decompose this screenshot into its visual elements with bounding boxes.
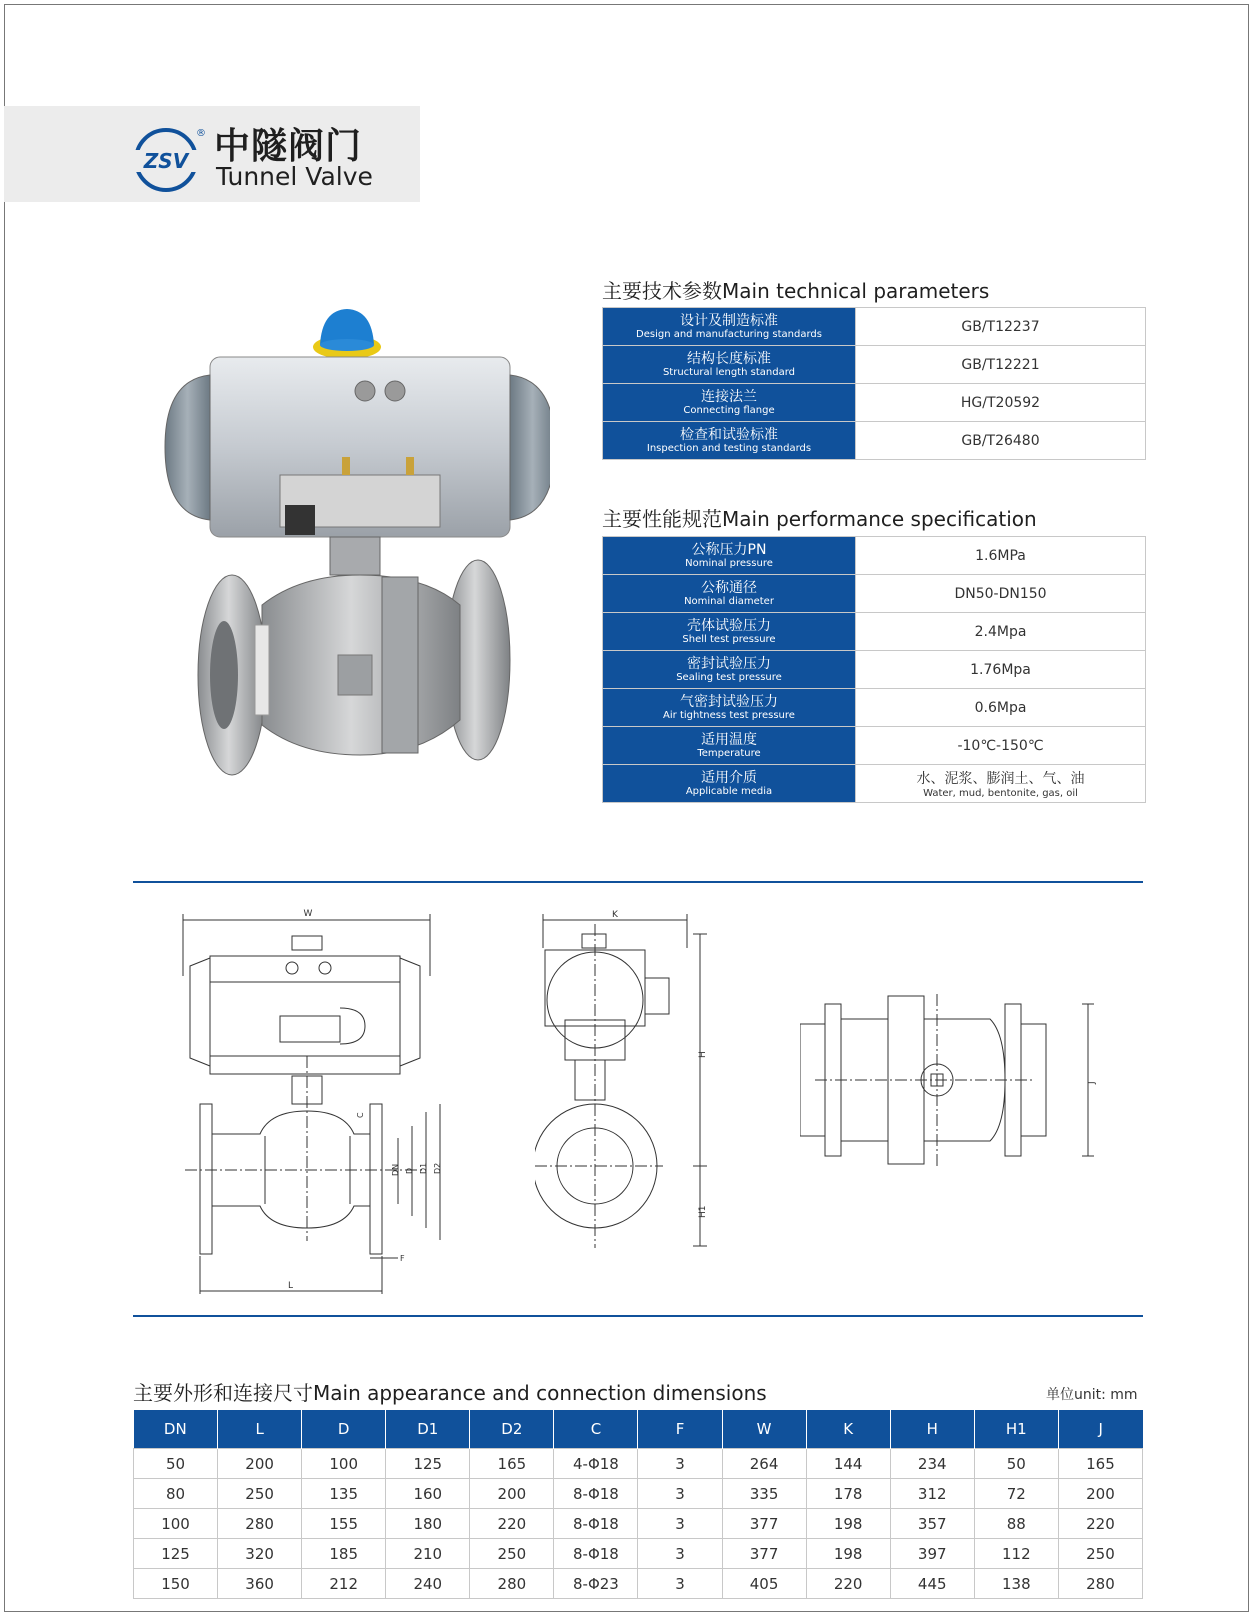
column-header: D1 (386, 1410, 470, 1449)
table-cell: 250 (1058, 1539, 1142, 1569)
spec-label-en: Air tightness test pressure (663, 709, 795, 721)
table-cell: 240 (386, 1569, 470, 1599)
column-header: K (806, 1410, 890, 1449)
spec-label (603, 384, 856, 422)
spec-value (856, 537, 1146, 575)
table-cell: 405 (722, 1569, 806, 1599)
table-cell: 220 (806, 1569, 890, 1599)
svg-text:H1: H1 (698, 1205, 708, 1218)
table-cell: 377 (722, 1539, 806, 1569)
spec-value-text: 1.76Mpa (970, 661, 1031, 678)
spec-value-en: Water, mud, bentonite, gas, oil (923, 788, 1078, 799)
spec-value-text: -10℃-150℃ (957, 737, 1044, 754)
table-cell: 160 (386, 1479, 470, 1509)
spec-label-cn: 公称压力PN (691, 541, 767, 558)
table-cell: 280 (470, 1569, 554, 1599)
table-cell: 88 (974, 1509, 1058, 1539)
svg-text:D1: D1 (419, 1162, 428, 1174)
table-cell: 125 (134, 1539, 218, 1569)
spec-row (603, 689, 1146, 727)
spec-label-en: Nominal pressure (685, 557, 773, 569)
table-row (134, 1539, 1143, 1569)
table-cell: 125 (386, 1449, 470, 1479)
column-header: H1 (974, 1410, 1058, 1449)
table-cell: 200 (1058, 1479, 1142, 1509)
svg-text:L: L (288, 1281, 294, 1291)
spec-row (603, 384, 1146, 422)
spec-label-cn: 检查和试验标准 (680, 426, 778, 443)
zsv-logo-icon (132, 122, 212, 194)
spec-label (603, 727, 856, 765)
spec-label (603, 537, 856, 575)
divider-bottom (133, 1315, 1143, 1317)
spec-row (603, 308, 1146, 346)
table-cell: 112 (974, 1539, 1058, 1569)
spec-row (603, 422, 1146, 460)
spec-value (856, 689, 1146, 727)
spec-value (856, 346, 1146, 384)
spec-label (603, 765, 856, 803)
spec-row (603, 575, 1146, 613)
table-cell: 312 (890, 1479, 974, 1509)
table-cell: 200 (218, 1449, 302, 1479)
spec-label-en: Inspection and testing standards (646, 442, 812, 454)
table-cell: 320 (218, 1539, 302, 1569)
spec-label-cn: 连接法兰 (701, 388, 757, 405)
spec-value-text: GB/T26480 (961, 432, 1040, 449)
table-cell: 3 (638, 1479, 722, 1509)
table-cell: 50 (134, 1449, 218, 1479)
table-cell: 185 (302, 1539, 386, 1569)
spec-value (856, 765, 1146, 803)
svg-text:D2: D2 (433, 1162, 442, 1174)
svg-text:®: ® (196, 128, 206, 139)
svg-text:D: D (405, 1167, 414, 1174)
spec-row (603, 765, 1146, 803)
spec-value (856, 575, 1146, 613)
table-cell: 100 (302, 1449, 386, 1479)
table-cell: 8-Φ23 (554, 1569, 638, 1599)
table-cell: 100 (134, 1509, 218, 1539)
spec-label (603, 689, 856, 727)
spec-label-en: Design and manufacturing standards (636, 328, 822, 340)
spec-value-text: GB/T12221 (961, 356, 1040, 373)
spec-value-text: GB/T12237 (961, 318, 1040, 335)
table-cell: 220 (470, 1509, 554, 1539)
table-cell: 3 (638, 1569, 722, 1599)
spec-label-cn: 适用介质 (701, 769, 757, 786)
spec-row (603, 613, 1146, 651)
table-cell: 357 (890, 1509, 974, 1539)
table-cell: 360 (218, 1569, 302, 1599)
spec-label-en: Shell test pressure (682, 633, 776, 645)
table-cell: 4-Φ18 (554, 1449, 638, 1479)
spec-label-cn: 密封试验压力 (687, 655, 771, 672)
page-frame (4, 4, 1249, 1612)
table-cell: 200 (470, 1479, 554, 1509)
column-header: D2 (470, 1410, 554, 1449)
table-cell: 3 (638, 1449, 722, 1479)
column-header: C (554, 1410, 638, 1449)
spec-value (856, 422, 1146, 460)
spec-label-cn: 气密封试验压力 (680, 693, 778, 710)
spec-value-text: 2.4Mpa (974, 623, 1027, 640)
table-cell: 8-Φ18 (554, 1479, 638, 1509)
table-cell: 155 (302, 1509, 386, 1539)
spec-row (603, 727, 1146, 765)
spec-value-text: DN50-DN150 (954, 585, 1047, 602)
table-row (134, 1449, 1143, 1479)
performance-table (602, 536, 1146, 803)
tech-params-table (602, 307, 1146, 460)
table-cell: 165 (470, 1449, 554, 1479)
table-cell: 3 (638, 1509, 722, 1539)
table-cell: 212 (302, 1569, 386, 1599)
spec-label (603, 422, 856, 460)
spec-row (603, 346, 1146, 384)
table-cell: 138 (974, 1569, 1058, 1599)
spec-label-en: Connecting flange (683, 404, 775, 416)
spec-value (856, 651, 1146, 689)
spec-label-cn: 公称通径 (701, 579, 757, 596)
table-row (134, 1479, 1143, 1509)
spec-label-en: Structural length standard (662, 366, 796, 378)
table-cell: 280 (1058, 1569, 1142, 1599)
svg-text:W: W (303, 909, 313, 919)
spec-value (856, 384, 1146, 422)
dimensions-table (133, 1410, 1143, 1599)
spec-row (603, 651, 1146, 689)
spec-value-text: HG/T20592 (960, 394, 1041, 411)
svg-text:H: H (698, 1051, 708, 1058)
spec-row (603, 537, 1146, 575)
spec-label-cn: 结构长度标准 (687, 350, 771, 367)
performance-title: 主要性能规范Main performance specification (602, 507, 1037, 531)
spec-label-cn: 设计及制造标准 (680, 312, 778, 329)
table-cell: 150 (134, 1569, 218, 1599)
table-cell: 180 (386, 1509, 470, 1539)
svg-text:K: K (612, 910, 618, 920)
spec-label-cn: 适用温度 (701, 731, 757, 748)
column-header: L (218, 1410, 302, 1449)
table-cell: 210 (386, 1539, 470, 1569)
table-cell: 250 (218, 1479, 302, 1509)
column-header: H (890, 1410, 974, 1449)
table-cell: 198 (806, 1539, 890, 1569)
spec-label (603, 575, 856, 613)
table-row (134, 1569, 1143, 1599)
svg-text:C: C (356, 1112, 365, 1118)
drawing-top-view (800, 994, 1100, 1166)
table-row (134, 1509, 1143, 1539)
spec-label (603, 651, 856, 689)
spec-value-text: 水、泥浆、膨润土、气、油 (916, 771, 1085, 787)
spec-label-en: Nominal diameter (684, 595, 774, 607)
spec-value (856, 727, 1146, 765)
valve-photo (160, 305, 550, 795)
column-header: DN (134, 1410, 218, 1449)
brand-name-cn: 中隧阀门 (214, 126, 363, 167)
spec-label (603, 346, 856, 384)
table-cell: 3 (638, 1539, 722, 1569)
svg-text:J: J (1087, 1081, 1097, 1084)
table-cell: 178 (806, 1479, 890, 1509)
brand-name-en: Tunnel Valve (216, 162, 373, 191)
spec-label (603, 308, 856, 346)
spec-value-text: 1.6MPa (975, 547, 1026, 564)
tech-params-title: 主要技术参数Main technical parameters (602, 279, 990, 303)
spec-value (856, 308, 1146, 346)
table-cell: 8-Φ18 (554, 1539, 638, 1569)
drawing-front-view (180, 906, 470, 1294)
unit-label: 单位unit: mm (1046, 1387, 1138, 1403)
table-cell: 198 (806, 1509, 890, 1539)
spec-value-text: 0.6Mpa (974, 699, 1027, 716)
column-header: F (638, 1410, 722, 1449)
column-header: J (1058, 1410, 1142, 1449)
table-cell: 234 (890, 1449, 974, 1479)
table-cell: 8-Φ18 (554, 1509, 638, 1539)
spec-label-cn: 壳体试验压力 (687, 617, 771, 634)
table-cell: 50 (974, 1449, 1058, 1479)
spec-label-en: Applicable media (685, 785, 773, 797)
table-cell: 135 (302, 1479, 386, 1509)
table-cell: 80 (134, 1479, 218, 1509)
table-cell: 72 (974, 1479, 1058, 1509)
svg-text:ZSV: ZSV (143, 149, 189, 173)
spec-label-en: Temperature (697, 747, 761, 759)
drawing-side-view (535, 908, 725, 1263)
svg-text:F: F (400, 1254, 405, 1263)
dimensions-title: 主要外形和连接尺寸Main appearance and connection dimensions (133, 1381, 767, 1405)
column-header: W (722, 1410, 806, 1449)
table-cell: 165 (1058, 1449, 1142, 1479)
spec-label (603, 613, 856, 651)
table-cell: 397 (890, 1539, 974, 1569)
divider-top (133, 881, 1143, 883)
table-cell: 220 (1058, 1509, 1142, 1539)
table-cell: 335 (722, 1479, 806, 1509)
table-cell: 250 (470, 1539, 554, 1569)
table-cell: 377 (722, 1509, 806, 1539)
svg-text:DN: DN (391, 1163, 400, 1176)
column-header: D (302, 1410, 386, 1449)
table-cell: 144 (806, 1449, 890, 1479)
table-cell: 445 (890, 1569, 974, 1599)
spec-label-en: Sealing test pressure (676, 671, 782, 683)
table-cell: 264 (722, 1449, 806, 1479)
table-cell: 280 (218, 1509, 302, 1539)
spec-value (856, 613, 1146, 651)
